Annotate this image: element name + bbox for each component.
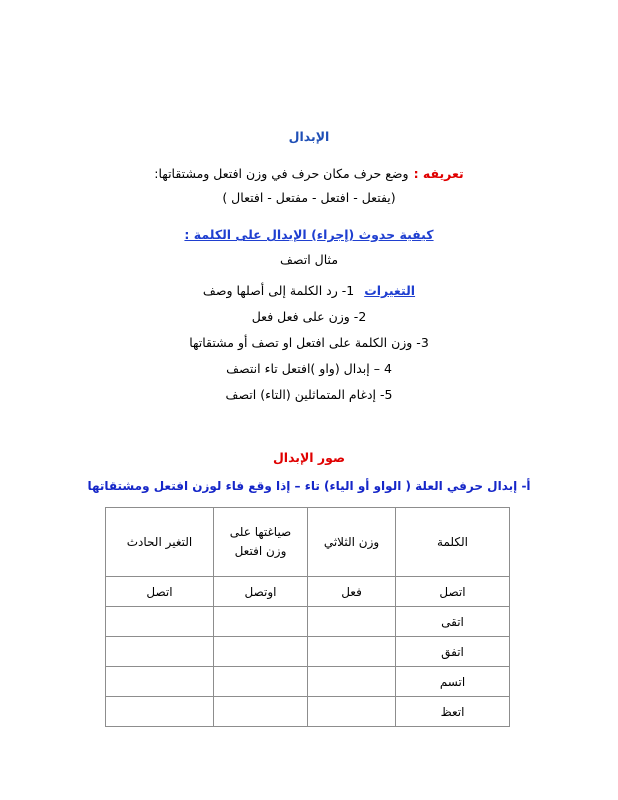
howto-heading-wrap	[0, 224, 618, 243]
list-item-text: 1- رد الكلمة إلى أصلها وصف	[202, 283, 355, 298]
forms-table-wrap	[106, 507, 510, 727]
howto-heading: كيفية حدوث (إجراء) الإبدال على الكلمة :	[184, 227, 434, 242]
cell-word: اتفق	[396, 637, 510, 667]
forms-heading-wrap	[0, 450, 618, 465]
column-header-change: التغير الحادث	[106, 508, 214, 577]
cell-formation	[214, 607, 308, 637]
table-header-row	[106, 508, 510, 577]
column-header-trilateral-weight: وزن الثلاثي	[308, 508, 396, 577]
list-item-text: 5- إدغام المتماثلين (التاء) اتصف	[225, 387, 393, 402]
changes-list	[0, 285, 618, 402]
cell-word: اتصل	[396, 577, 510, 607]
cell-word: اتقى	[396, 607, 510, 637]
cell-word: اتسم	[396, 667, 510, 697]
column-header-formation	[214, 508, 308, 577]
cell-formation: اوتصل	[214, 577, 308, 607]
column-header-formation-line2: وزن افتعل	[234, 544, 287, 558]
list-item	[0, 285, 618, 298]
definition-label: تعريفه :	[413, 166, 464, 181]
list-item-text: 2- وزن على فعل فعل	[251, 309, 367, 324]
patterns-line: (يفتعل - افتعل - مفتعل - افتعال )	[222, 190, 396, 205]
page-title: الإبدال	[288, 129, 330, 144]
definition-text: وضع حرف مكان حرف في وزن افتعل ومشتقاتها:	[154, 166, 409, 181]
table-row	[106, 667, 510, 697]
cell-change: اتصل	[106, 577, 214, 607]
cell-change	[106, 637, 214, 667]
table-row	[106, 697, 510, 727]
cell-formation	[214, 667, 308, 697]
cell-trilateral-weight	[308, 697, 396, 727]
list-item	[0, 337, 618, 350]
changes-label: التغيرات	[364, 283, 416, 298]
list-item	[0, 389, 618, 402]
cell-word: اتعظ	[396, 697, 510, 727]
column-header-formation-line1: صياغتها على	[229, 524, 292, 539]
cell-formation	[214, 697, 308, 727]
cell-trilateral-weight	[308, 637, 396, 667]
example-line: مثال اتصف	[279, 252, 339, 267]
forms-table	[105, 507, 510, 727]
sub-heading: أ- إبدال حرفي العلة ( الواو أو الياء) تاء – إذا وقع فاء لوزن افتعل ومشتقاتها	[87, 479, 531, 493]
list-item-text: 4 – إبدال (واو )افتعل تاء انتصف	[226, 361, 392, 376]
column-header-word: الكلمة	[396, 508, 510, 577]
cell-trilateral-weight	[308, 607, 396, 637]
cell-change	[106, 667, 214, 697]
definition-line	[0, 163, 618, 182]
cell-change	[106, 607, 214, 637]
forms-heading: صور الإبدال	[272, 450, 346, 465]
sub-heading-wrap	[0, 479, 618, 493]
table-row	[106, 637, 510, 667]
table-row	[106, 607, 510, 637]
cell-trilateral-weight: فعل	[308, 577, 396, 607]
list-item	[0, 363, 618, 376]
list-item-text: 3- وزن الكلمة على افتعل او تصف أو مشتقاتها	[189, 335, 429, 350]
cell-change	[106, 697, 214, 727]
list-item	[0, 311, 618, 324]
table-row	[106, 577, 510, 607]
cell-formation	[214, 637, 308, 667]
cell-trilateral-weight	[308, 667, 396, 697]
